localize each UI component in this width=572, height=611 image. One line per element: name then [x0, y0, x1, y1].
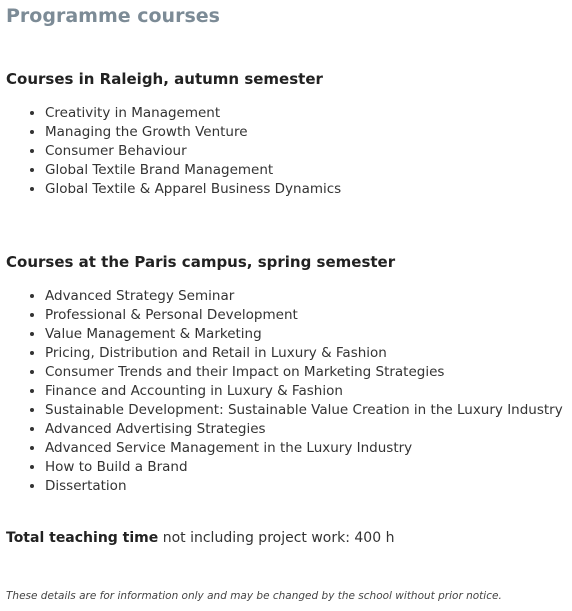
- list-item: • Advanced Strategy Seminar: [45, 287, 563, 306]
- list-item: • Creativity in Management: [45, 104, 341, 123]
- raleigh-section-heading: Courses in Raleigh, autumn semester: [6, 70, 323, 88]
- list-item: • Professional & Personal Development: [45, 306, 563, 325]
- list-item: • Dissertation: [45, 477, 563, 496]
- list-item: • Value Management & Marketing: [45, 325, 563, 344]
- total-teaching-time-text: not including project work: 400 h: [162, 530, 395, 546]
- list-item: • Global Textile Brand Management: [45, 161, 341, 180]
- list-item: • Pricing, Distribution and Retail in Luxury & Fashion: [45, 344, 563, 363]
- list-item: • Global Textile & Apparel Business Dynamics: [45, 180, 341, 199]
- list-item: • How to Build a Brand: [45, 458, 563, 477]
- list-item: • Advanced Advertising Strategies: [45, 420, 563, 439]
- disclaimer-note: These details are for information only and may be changed by the school without prior notice.: [6, 590, 502, 602]
- list-item: • Sustainable Development: Sustainable Value Creation in the Luxury Industry: [45, 401, 563, 420]
- list-item: • Advanced Service Management in the Luxury Industry: [45, 439, 563, 458]
- paris-course-list: [26, 287, 563, 496]
- paris-section-heading: Courses at the Paris campus, spring semester: [6, 253, 396, 271]
- list-item: • Consumer Behaviour: [45, 142, 341, 161]
- list-item: • Consumer Trends and their Impact on Marketing Strategies: [45, 363, 563, 382]
- raleigh-course-list: [26, 104, 341, 199]
- list-item: • Finance and Accounting in Luxury & Fashion: [45, 382, 563, 401]
- page-title: Programme courses: [6, 5, 220, 27]
- total-teaching-time-label: Total teaching time: [6, 530, 159, 546]
- list-item: • Managing the Growth Venture: [45, 123, 341, 142]
- total-teaching-time: [6, 530, 394, 546]
